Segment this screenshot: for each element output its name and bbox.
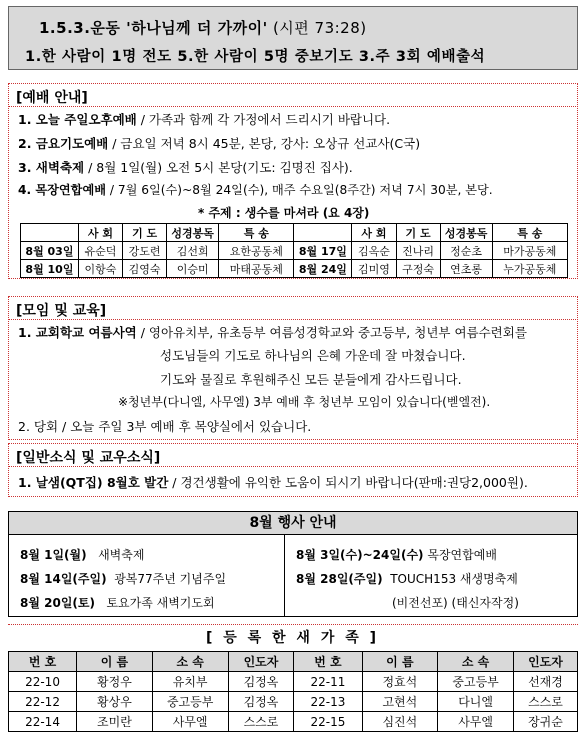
duty-cell: 구정숙 xyxy=(396,260,440,278)
motto-line-2: 1.한 사람이 1명 전도 5.한 사람이 5명 중보기도 3.주 3회 예배출석 xyxy=(25,49,486,65)
reg-cell: 김정옥 xyxy=(228,672,294,692)
meeting-item-2: 2. 당회 / 오늘 주일 3부 예배 후 목양실에서 있습니다. xyxy=(18,419,312,434)
reg-cell: 김정옥 xyxy=(228,692,294,712)
reg-cell: 심진석 xyxy=(362,712,438,732)
event-right-2 xyxy=(296,570,518,587)
reg-header: 이 름 xyxy=(77,652,153,672)
duty-cell: 강도련 xyxy=(123,242,167,260)
event-left-2 xyxy=(20,570,226,587)
registration-table xyxy=(8,651,578,732)
reg-cell: 22-11 xyxy=(294,672,362,692)
meeting-item-1-lead: 1. 교회학교 여름사역 xyxy=(18,325,137,340)
duty-date: 8월 10일 xyxy=(21,260,79,278)
duty-date: 8월 03일 xyxy=(21,242,79,260)
divider xyxy=(8,106,578,107)
table-row xyxy=(21,260,568,278)
reg-cell: 22-14 xyxy=(9,712,77,732)
reg-cell: 22-13 xyxy=(294,692,362,712)
event-date: 8월 20일(토) xyxy=(20,596,95,610)
event-date: 8월 28일(주일) xyxy=(296,572,383,586)
duty-cell: 이항숙 xyxy=(78,260,122,278)
event-date: 8월 3일(수)~24일(수) xyxy=(296,548,424,562)
worship-item-2 xyxy=(18,134,420,152)
reg-header: 이 름 xyxy=(362,652,438,672)
reg-header: 소 속 xyxy=(438,652,514,672)
reg-cell: 스스로 xyxy=(513,692,577,712)
reg-cell: 중고등부 xyxy=(438,672,514,692)
reg-header: 소 속 xyxy=(152,652,228,672)
reg-cell: 다니엘 xyxy=(438,692,514,712)
worship-title: [예배 안내] xyxy=(16,90,88,106)
meeting-item-1-line-2: 성도님들의 기도로 하나님의 은혜 가운데 잘 마쳤습니다. xyxy=(160,348,466,363)
event-right-1 xyxy=(296,546,497,563)
duty-table xyxy=(20,223,568,278)
duty-header-song: 특 송 xyxy=(219,224,294,242)
registration-title: [ 등 록 한 새 가 족 ] xyxy=(205,630,380,646)
news-item-1 xyxy=(18,473,528,491)
duty-date: 8월 24일 xyxy=(294,260,352,278)
reg-cell: 스스로 xyxy=(228,712,294,732)
motto-header xyxy=(8,6,578,70)
event-text: 광복77주년 기념주일 xyxy=(114,572,227,586)
table-row xyxy=(9,712,578,732)
worship-item-2-lead: 2. 금요기도예배 xyxy=(18,136,109,151)
news-title: [일반소식 및 교우소식] xyxy=(16,450,161,466)
duty-header-host: 사 회 xyxy=(352,224,396,242)
duty-cell: 김선희 xyxy=(167,242,219,260)
news-item-1-text: / 경건생활에 유익한 도움이 되시기 바랍니다(판매:권당2,000원). xyxy=(168,475,528,490)
duty-cell: 정순초 xyxy=(440,242,492,260)
worship-theme: * 주제 : 생수를 마셔라 (요 4장) xyxy=(198,206,370,220)
event-right-3: (비전선포) (태신자작정) xyxy=(392,596,519,610)
duty-header-host: 사 회 xyxy=(78,224,122,242)
table-row xyxy=(21,242,568,260)
reg-cell: 황정우 xyxy=(77,672,153,692)
event-text: 토요가족 새벽기도회 xyxy=(106,596,215,610)
reg-cell: 유치부 xyxy=(152,672,228,692)
reg-cell: 선재경 xyxy=(513,672,577,692)
duty-header-reading: 성경봉독 xyxy=(440,224,492,242)
reg-cell: 정효석 xyxy=(362,672,438,692)
worship-item-2-text: / 금요일 저녁 8시 45분, 본당, 강사: 오상규 선교사(C국) xyxy=(108,136,421,151)
reg-cell: 22-12 xyxy=(9,692,77,712)
duty-header-reading: 성경봉독 xyxy=(167,224,219,242)
reg-cell: 사무엘 xyxy=(152,712,228,732)
duty-cell: 마태공동체 xyxy=(219,260,294,278)
reg-header: 번 호 xyxy=(9,652,77,672)
reg-cell: 22-10 xyxy=(9,672,77,692)
news-item-1-lead: 1. 날샘(QT집) 8월호 발간 xyxy=(18,475,169,490)
duty-cell: 연초롱 xyxy=(440,260,492,278)
reg-cell: 조미란 xyxy=(77,712,153,732)
divider xyxy=(8,319,578,320)
worship-item-4 xyxy=(18,181,493,198)
event-date: 8월 1일(월) xyxy=(20,548,87,562)
worship-item-3-lead: 3. 새벽축제 xyxy=(18,160,85,175)
worship-item-1-text: / 가족과 함께 각 가정에서 드리시기 바랍니다. xyxy=(136,112,391,127)
reg-cell: 장귀순 xyxy=(513,712,577,732)
duty-header-prayer: 기 도 xyxy=(123,224,167,242)
reg-cell: 22-15 xyxy=(294,712,362,732)
duty-cell: 김옥순 xyxy=(352,242,396,260)
duty-cell: 김미영 xyxy=(352,260,396,278)
duty-cell: 김영숙 xyxy=(123,260,167,278)
divider xyxy=(8,466,578,467)
meeting-item-1 xyxy=(18,323,527,341)
event-text: 목장연합예배 xyxy=(427,548,497,562)
worship-item-1 xyxy=(18,110,390,128)
events-divider xyxy=(284,534,285,617)
worship-item-1-lead: 1. 오늘 주일오후예배 xyxy=(18,112,137,127)
worship-item-3-text: / 8월 1일(월) 오전 5시 본당(기도: 김명진 집사). xyxy=(84,160,353,175)
duty-cell: 마가공동체 xyxy=(492,242,567,260)
duty-cell: 누가공동체 xyxy=(492,260,567,278)
event-text: TOUCH153 새생명축제 xyxy=(390,572,518,586)
duty-header-date xyxy=(21,224,79,242)
event-text: 새벽축제 xyxy=(98,548,145,562)
events-title: 8월 행사 안내 xyxy=(8,511,578,535)
table-row xyxy=(9,692,578,712)
event-date: 8월 14일(주일) xyxy=(20,572,107,586)
reg-cell: 황상우 xyxy=(77,692,153,712)
meeting-item-1-text: / 영아유치부, 유초등부 여름성경학교와 중고등부, 청년부 여름수련회를 xyxy=(136,325,527,340)
table-row xyxy=(9,672,578,692)
duty-header-prayer: 기 도 xyxy=(396,224,440,242)
worship-item-3 xyxy=(18,158,353,176)
duty-date: 8월 17일 xyxy=(294,242,352,260)
motto-title: 1.5.3.운동 '하나님께 더 가까이' xyxy=(39,19,268,37)
event-left-3 xyxy=(20,594,215,611)
meeting-note: ※청년부(다니엘, 사무엘) 3부 예배 후 청년부 모임이 있습니다(벧엘전). xyxy=(118,395,491,409)
meeting-item-1-line-3: 기도와 물질로 후원해주신 모든 분들에게 감사드립니다. xyxy=(160,372,462,387)
duty-cell: 진나리 xyxy=(396,242,440,260)
divider xyxy=(8,624,578,625)
reg-cell: 고현석 xyxy=(362,692,438,712)
reg-header: 인도자 xyxy=(513,652,577,672)
worship-item-4-lead: 4. 목장연합예배 xyxy=(18,183,106,197)
duty-header-song: 특 송 xyxy=(492,224,567,242)
reg-header: 인도자 xyxy=(228,652,294,672)
duty-cell: 이승미 xyxy=(167,260,219,278)
reg-header: 번 호 xyxy=(294,652,362,672)
motto-line-1 xyxy=(39,17,367,38)
duty-cell: 유순덕 xyxy=(78,242,122,260)
motto-reference: (시편 73:28) xyxy=(267,19,367,37)
duty-cell: 요한공동체 xyxy=(219,242,294,260)
worship-item-4-text: / 7월 6일(수)~8월 24일(수), 매주 수요일(8주간) 저녁 7시 30분, 본당. xyxy=(106,183,493,197)
reg-cell: 중고등부 xyxy=(152,692,228,712)
duty-header-date xyxy=(294,224,352,242)
meeting-title: [모임 및 교육] xyxy=(16,303,107,319)
reg-cell: 사무엘 xyxy=(438,712,514,732)
event-left-1 xyxy=(20,546,144,563)
